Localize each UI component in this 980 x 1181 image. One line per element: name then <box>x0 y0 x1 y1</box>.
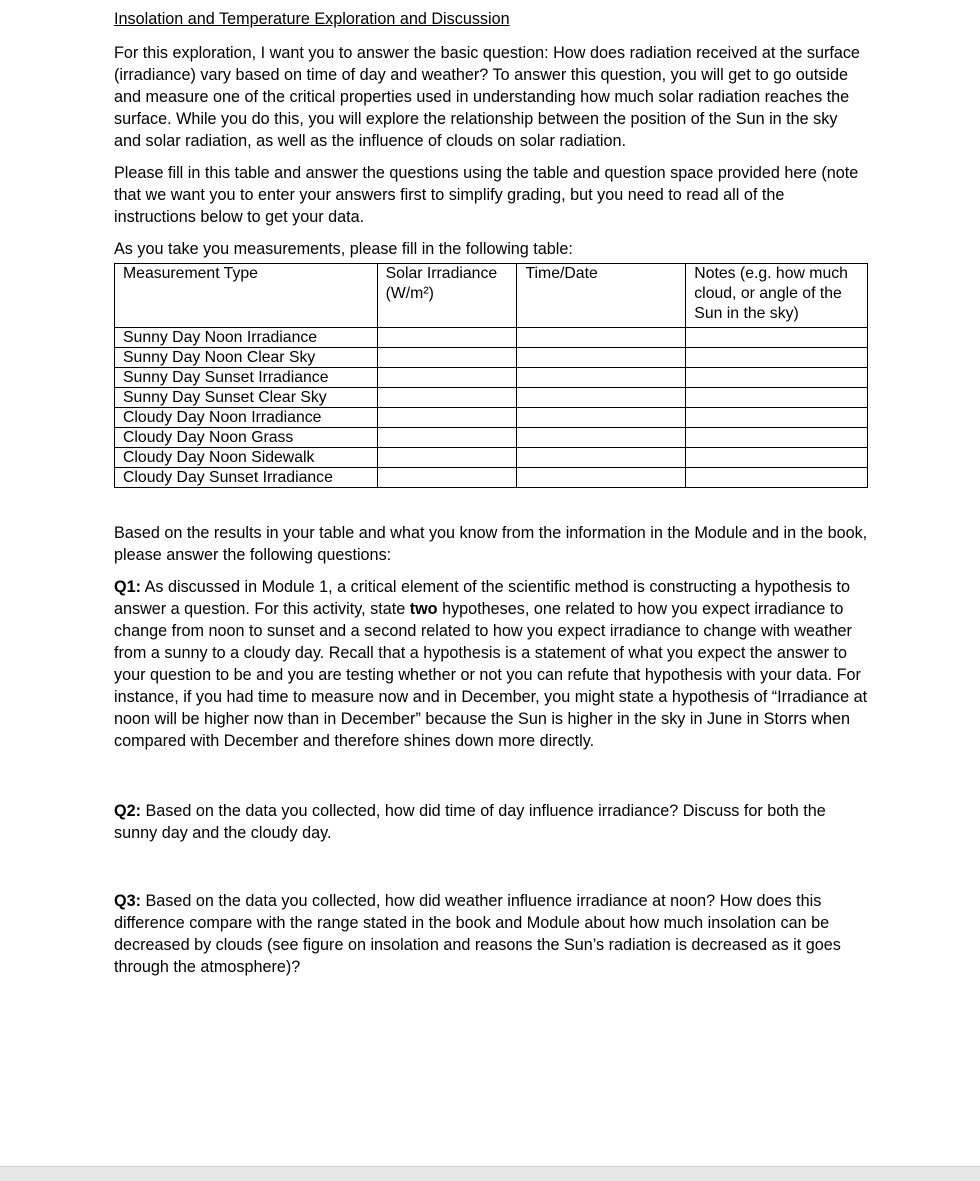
row-label: Sunny Day Sunset Irradiance <box>115 368 378 388</box>
notes-cell[interactable] <box>686 348 868 368</box>
time-date-cell[interactable] <box>517 408 686 428</box>
time-date-cell[interactable] <box>517 328 686 348</box>
time-date-cell[interactable] <box>517 448 686 468</box>
document-title: Insolation and Temperature Exploration and Discussion <box>114 10 510 28</box>
time-date-cell[interactable] <box>517 348 686 368</box>
question-1-text-b: hypotheses, one related to how you expect irradiance to change from noon to sunset and a second related to how you expect irradiance to change with weather from a sunny to a cloudy day. Recall that a hypothesis is a statement of what you expect the answer to your question to be and you are testing whether or not you can refute that hypothesis with your data. For instance, if you had time to measure now and in December, you might state a hypothesis of “Irradiance at noon will be higher now than in December” because the Sun is higher in the sky in June in Storrs when compared with December and therefore shines down more directly. <box>114 600 868 750</box>
header-solar-irradiance-label: Solar Irradiance <box>385 265 498 282</box>
time-date-cell[interactable] <box>517 428 686 448</box>
question-3 <box>114 890 868 978</box>
question-1-text-a: As discussed in Module 1, a critical element of the scientific method is constructing a hypothesis to answer a question. For this activity, state <box>114 578 851 618</box>
intro-paragraph: For this exploration, I want you to answer the basic question: How does radiation received at the surface (irradiance) vary based on time of day and weather? To answer this question, you will get to go outside and measure one of the critical properties used in understanding how much solar radiation reaches the surface. While you do this, you will explore the relationship between the position of the Sun in the sky and solar radiation, as well as the influence of clouds on solar radiation. <box>114 44 860 150</box>
irradiance-cell[interactable] <box>377 468 517 488</box>
header-solar-irradiance <box>377 264 517 328</box>
header-irradiance-unit: (W/m²) <box>385 285 434 302</box>
time-date-cell[interactable] <box>517 388 686 408</box>
irradiance-cell[interactable] <box>377 428 517 448</box>
notes-cell[interactable] <box>686 408 868 428</box>
question-2-text: Based on the data you collected, how did time of day influence irradiance? Discuss for both the sunny day and the cloudy day. <box>114 802 826 842</box>
question-2-label: Q2: <box>114 802 141 820</box>
question-1-label: Q1: <box>114 578 141 596</box>
time-date-cell[interactable] <box>517 468 686 488</box>
bottom-scroll-area <box>0 1166 980 1181</box>
table-row <box>115 428 868 448</box>
notes-cell[interactable] <box>686 368 868 388</box>
header-notes: Notes (e.g. how much cloud, or angle of the Sun in the sky) <box>686 264 868 328</box>
instructions-paragraph: Please fill in this table and answer the questions using the table and question space provided here (note that we want you to enter your answers first to simplify grading, but you need to read all of the instructions below to get your data. <box>114 164 859 226</box>
header-time-date: Time/Date <box>517 264 686 328</box>
table-header-row <box>115 264 868 328</box>
document-page <box>114 8 868 978</box>
row-label: Sunny Day Noon Irradiance <box>115 328 378 348</box>
question-2 <box>114 800 868 844</box>
irradiance-cell[interactable] <box>377 408 517 428</box>
row-label: Sunny Day Noon Clear Sky <box>115 348 378 368</box>
irradiance-cell[interactable] <box>377 368 517 388</box>
row-label: Cloudy Day Sunset Irradiance <box>115 468 378 488</box>
row-label: Cloudy Day Noon Sidewalk <box>115 448 378 468</box>
table-row <box>115 388 868 408</box>
notes-cell[interactable] <box>686 448 868 468</box>
row-label: Cloudy Day Noon Irradiance <box>115 408 378 428</box>
table-row <box>115 408 868 428</box>
irradiance-cell[interactable] <box>377 448 517 468</box>
notes-cell[interactable] <box>686 328 868 348</box>
table-row <box>115 328 868 348</box>
table-row <box>115 348 868 368</box>
table-row <box>115 468 868 488</box>
results-intro: Based on the results in your table and what you know from the information in the Module and in the book, please answer the following questions: <box>114 524 868 564</box>
table-row <box>115 368 868 388</box>
table-intro: As you take you measurements, please fill in the following table: <box>114 240 573 258</box>
question-1 <box>114 576 868 752</box>
question-3-label: Q3: <box>114 892 141 910</box>
irradiance-cell[interactable] <box>377 328 517 348</box>
row-label: Cloudy Day Noon Grass <box>115 428 378 448</box>
time-date-cell[interactable] <box>517 368 686 388</box>
row-label: Sunny Day Sunset Clear Sky <box>115 388 378 408</box>
notes-cell[interactable] <box>686 388 868 408</box>
header-measurement-type: Measurement Type <box>115 264 378 328</box>
question-3-text: Based on the data you collected, how did weather influence irradiance at noon? How does this difference compare with the range stated in the book and Module about how much insolation can be decreased by clouds (see figure on insolation and reasons the Sun’s radiation is decreased as it goes through the atmosphere)? <box>114 892 841 976</box>
measurement-table <box>114 263 868 488</box>
notes-cell[interactable] <box>686 428 868 448</box>
notes-cell[interactable] <box>686 468 868 488</box>
irradiance-cell[interactable] <box>377 348 517 368</box>
table-row <box>115 448 868 468</box>
question-1-bold: two <box>409 600 438 618</box>
irradiance-cell[interactable] <box>377 388 517 408</box>
